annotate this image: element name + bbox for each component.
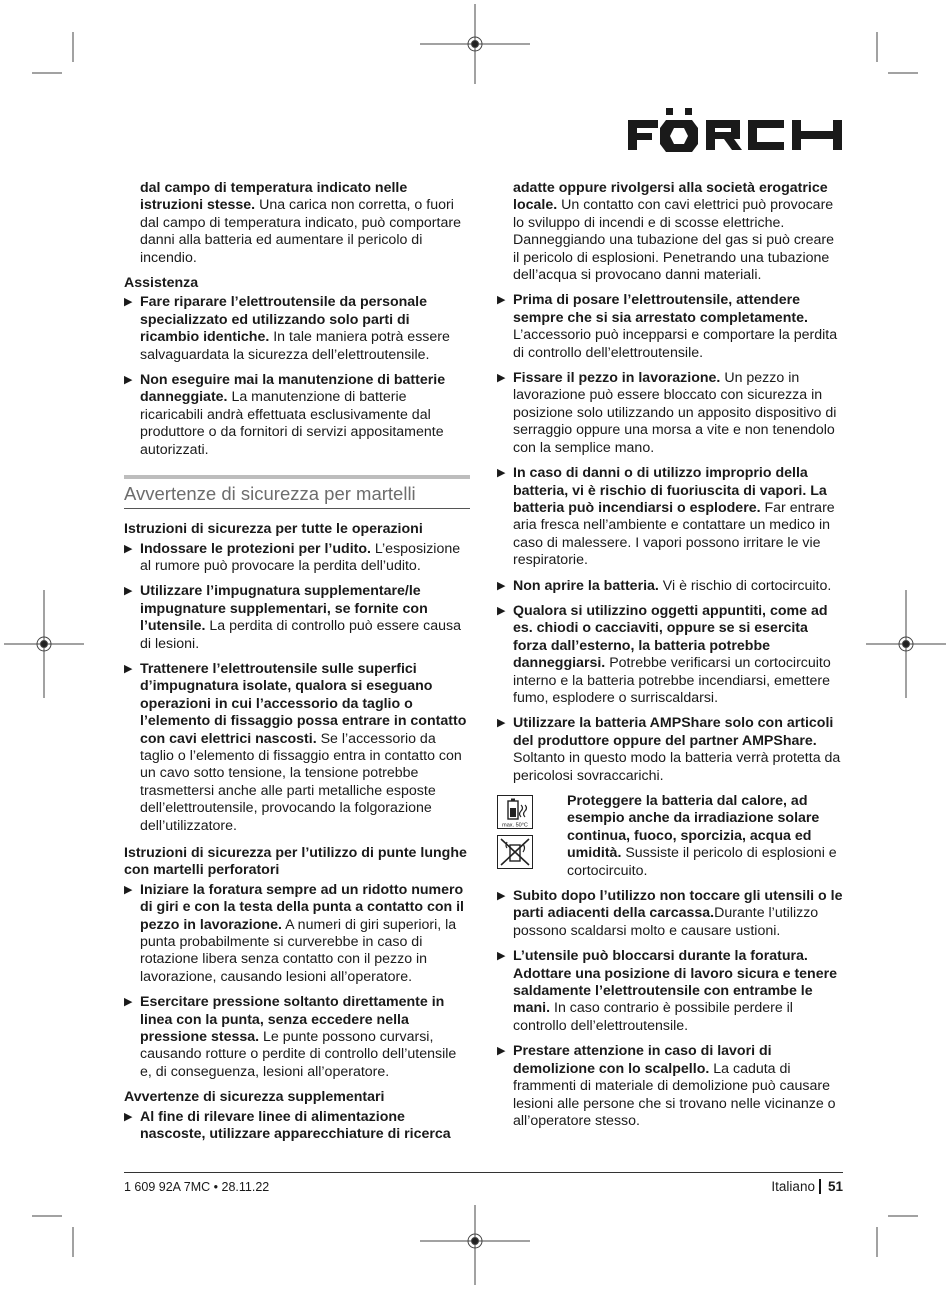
intro-text: Una carica non corretta, o fuori dal campo di temperatura indicato, può comportare danni alla batteria ed aumentare il pericolo di incendio. <box>140 197 461 266</box>
footer-page-info <box>771 1179 843 1194</box>
continued-paragraph <box>497 180 843 284</box>
item-text: Se l’accessorio da taglio o l’elemento di fissaggio entra in contatto con un cavo sotto tensione, la tensione potrebbe trasmettersi anche alle parti metalliche esposte dell’elettroutensile, provocando la folgorazione dell’utilizzatore. <box>140 730 462 834</box>
warning-icons <box>497 793 567 880</box>
section-header <box>124 475 470 509</box>
item-text: Vi è rischio di cortocircuito. <box>658 577 832 594</box>
list-item <box>124 661 470 835</box>
bullet-arrow-icon: ▶ <box>497 890 506 903</box>
intro-bold: dal campo di temperatura indicato nelle istruzioni stesse. <box>140 180 408 214</box>
bullet-arrow-icon: ▶ <box>497 294 506 307</box>
bullet-arrow-icon: ▶ <box>124 883 133 896</box>
assistenza-heading: Assistenza <box>124 275 199 292</box>
battery-heat-icon <box>497 795 533 829</box>
bullet-arrow-icon: ▶ <box>497 604 506 617</box>
section-title: Avvertenze di sicurezza per martelli <box>124 483 416 505</box>
item-bold: Proteggere la batteria dal calore, ad esempio anche da irradiazione solare continua, fuoco, sporcizia, acqua ed umidità. <box>567 793 820 862</box>
list-item <box>497 292 843 362</box>
bullet-arrow-icon: ▶ <box>124 296 133 309</box>
item-bold: Fare riparare l’elettroutensile da personale specializzato ed utilizzando solo parti di ricambio identiche. <box>140 294 428 346</box>
no-water-fire-icon <box>497 835 533 869</box>
bullet-arrow-icon: ▶ <box>497 1045 506 1058</box>
bullet-arrow-icon: ▶ <box>497 467 506 480</box>
footer-rule <box>124 1172 843 1173</box>
list-item <box>124 372 470 459</box>
item-bold: Prestare attenzione in caso di lavori di demolizione con lo scalpello. <box>513 1043 772 1077</box>
additional-heading: Avvertenze di sicurezza supplementari <box>124 1089 385 1106</box>
list-item <box>124 294 470 364</box>
bullet-arrow-icon: ▶ <box>124 1110 133 1123</box>
list-item <box>497 370 843 457</box>
item-bold: Qualora si utilizzino oggetti appuntiti, come ad es. chiodi o cacciaviti, oppure se si esercita forza dall’esterno, la batteria potrebbe danneggiarsi. <box>513 602 828 672</box>
list-item <box>497 1043 843 1130</box>
battery-warning-text <box>567 793 843 880</box>
item-bold: In caso di danni o di utilizzo improprio della batteria, vi è rischio di fuoriuscita di vapori. La batteria può incendiarsi o esplodere. <box>513 465 827 516</box>
item-text: L’accessorio può incepparsi e comportare la perdita di controllo dell’elettroutensile. <box>513 327 838 361</box>
list-item <box>497 465 843 569</box>
continued-bold: adatte oppure rivolgersi alla società erogatrice locale. <box>513 180 828 214</box>
item-text: In caso contrario è possibile perdere il controllo dell’elettroutensile. <box>513 1000 793 1034</box>
item-bold: L’utensile può bloccarsi durante la foratura. Adottare una posizione di lavoro sicura e tenere saldamente l’elettroutensile con entrambe le mani. <box>513 948 838 1017</box>
forch-logo <box>628 106 842 164</box>
item-text: Durante l’utilizzo possono scaldarsi molto e causare ustioni. <box>513 905 819 939</box>
right-column <box>497 180 843 1138</box>
bullet-arrow-icon: ▶ <box>497 579 506 592</box>
list-item <box>497 888 843 940</box>
item-bold: Utilizzare la batteria AMPShare solo con articoli del produttore oppure del partner AMPShare. <box>513 715 834 749</box>
list-item <box>497 948 843 1035</box>
bullet-arrow-icon: ▶ <box>124 662 133 675</box>
item-bold: Utilizzare l’impugnatura supplementare/le impugnature supplementari, se fornite con l’utensile. <box>140 583 428 635</box>
bullet-arrow-icon: ▶ <box>497 950 506 963</box>
list-item <box>124 994 470 1081</box>
list-item <box>497 715 843 785</box>
item-bold: Indossare le protezioni per l’udito. <box>140 540 371 557</box>
list-item <box>124 882 470 986</box>
list-item <box>497 603 843 707</box>
item-text: Far entrare aria fresca nell’ambiente e contattare un medico in caso di malessere. I vapori possono irritare le vie respiratorie. <box>513 499 835 569</box>
intro-paragraph <box>124 180 470 267</box>
list-item <box>124 1109 470 1144</box>
item-text: La caduta di frammenti di materiale di demolizione può causare lesioni alle persone che si trovano nelle vicinanze o all’operatore stesso. <box>513 1060 836 1129</box>
bullet-arrow-icon: ▶ <box>497 372 506 385</box>
bullet-arrow-icon: ▶ <box>124 542 133 555</box>
long-bits-heading: Istruzioni di sicurezza per l’utilizzo di punte lunghe con martelli perforatori <box>124 845 467 879</box>
footer-doc-code: 1 609 92A 7MC • 28.11.22 <box>124 1180 270 1194</box>
list-item <box>124 583 470 653</box>
bullet-arrow-icon: ▶ <box>124 374 133 387</box>
item-bold: Al fine di rilevare linee di alimentazione nascoste, utilizzare apparecchiature di ricerca <box>140 1108 451 1143</box>
item-bold: Non eseguire mai la manutenzione di batterie danneggiate. <box>140 372 446 406</box>
ops-heading: Istruzioni di sicurezza per tutte le operazioni <box>124 521 423 538</box>
list-item <box>124 541 470 576</box>
item-bold: Trattenere l’elettroutensile sulle superfici d’impugnatura isolate, qualora si eseguano operazioni in cui l’accessorio da taglio o l’elemento di fissaggio possa entrare in contatto con cavi elettrici nascosti. <box>140 660 467 747</box>
bullet-arrow-icon: ▶ <box>124 585 133 598</box>
item-bold: Esercitare pressione soltanto direttamente in linea con la punta, senza eccedere nella pressione stessa. <box>140 994 445 1046</box>
item-text: Le punte possono curvarsi, causando rotture o perdite di controllo dell’utensile e, di conseguenza, lesioni all’operatore. <box>140 1029 457 1080</box>
item-text: La perdita di controllo può essere causa di lesioni. <box>140 618 461 652</box>
bullet-arrow-icon: ▶ <box>497 717 506 730</box>
item-text: La manutenzione di batterie ricaricabili andrà effettuata esclusivamente dal produttore o da fornitori di servizi appositamente autorizzati. <box>140 389 444 458</box>
bullet-arrow-icon: ▶ <box>124 996 133 1009</box>
list-item <box>497 578 843 595</box>
item-text: Potrebbe verificarsi un cortocircuito interno e la batteria potrebbe incendiarsi, emettere fumo, esplodere o surriscaldarsi. <box>513 655 831 706</box>
item-bold: Prima di posare l’elettroutensile, attendere sempre che si sia arrestato completamente. <box>513 292 808 326</box>
item-text: Sussiste il pericolo di esplosioni e cortocircuito. <box>567 845 837 879</box>
item-text: A numeri di giri superiori, la punta probabilmente si curverebbe in caso di rotazione libera senza contatto con il pezzo in lavorazione, causando lesioni all’operatore. <box>140 916 457 985</box>
item-text: Un pezzo in lavorazione può essere bloccato con sicurezza in posizione solo utilizzando un apposito dispositivo di serraggio oppure una morsa a vite e non tenendolo con la semplice mano. <box>513 370 837 456</box>
item-text: Soltanto in questo modo la batteria verrà protetta da pericolosi sovraccarichi. <box>513 750 841 784</box>
left-column <box>124 180 470 1152</box>
continued-text: Un contatto con cavi elettrici può provocare lo sviluppo di incendi e di scosse elettriche. Danneggiando una tubazione del gas si può creare il pericolo di esplosioni. Penetrando una tubazione dell’acqua si provocano danni materiali. <box>513 197 835 284</box>
item-text: In tale maniera potrà essere salvaguardata la sicurezza dell’elettroutensile. <box>140 329 450 363</box>
icon-caption: max. 50°C <box>502 822 528 828</box>
item-text: L’esposizione al rumore può provocare la perdita dell’udito. <box>140 540 461 574</box>
item-bold: Subito dopo l’utilizzo non toccare gli utensili o le parti adiacenti della carcassa. <box>513 888 843 922</box>
page-number: 51 <box>819 1179 843 1194</box>
item-bold: Fissare il pezzo in lavorazione. <box>513 370 721 387</box>
footer-language: Italiano <box>771 1179 815 1194</box>
item-bold: Non aprire la batteria. <box>513 577 659 594</box>
battery-warning-block <box>497 793 843 880</box>
item-bold: Iniziare la foratura sempre ad un ridotto numero di giri e con la testa della punta a contatto con il pezzo in lavorazione. <box>140 881 464 933</box>
section-rule <box>124 508 470 509</box>
